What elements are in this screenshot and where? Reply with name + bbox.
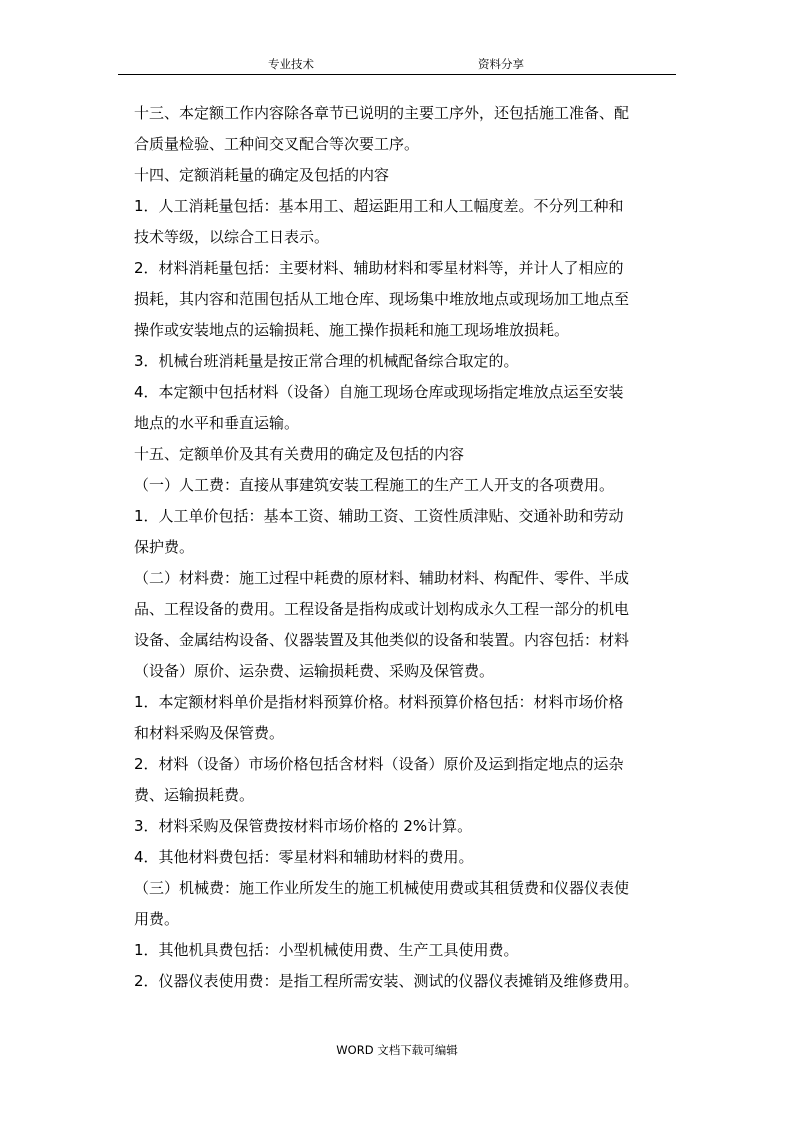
text-line: 4．本定额中包括材料（设备）自施工现场仓库或现场指定堆放点运至安装: [134, 383, 624, 401]
text-line: 1．人工单价包括：基本工资、辅助工资、工资性质津贴、交通补助和劳动: [134, 507, 624, 525]
text-line: 操作或安装地点的运输损耗、施工操作损耗和施工现场堆放损耗。: [134, 321, 570, 339]
text-line: 合质量检验、工种间交叉配合等次要工序。: [134, 135, 420, 153]
text-line: 保护费。: [134, 538, 195, 556]
page-footer: WORD 文档下载可编辑: [336, 1043, 458, 1057]
header-left-text: 专业技术: [268, 57, 314, 71]
text-line: 1．人工消耗量包括：基本用工、超运距用工和人工幅度差。不分列工种和: [134, 197, 624, 215]
text-line: 十三、本定额工作内容除各章节已说明的主要工序外，还包括施工准备、配: [134, 104, 630, 122]
text-line: 3．机械台班消耗量是按正常合理的机械配备综合取定的。: [134, 352, 519, 370]
text-line: 3．材料采购及保管费按材料市场价格的 2%计算。: [134, 817, 473, 835]
text-line: 1．其他机具费包括：小型机械使用费、生产工具使用费。: [134, 941, 519, 959]
text-line: （设备）原价、运杂费、运输损耗费、采购及保管费。: [134, 662, 495, 680]
header-right-text: 资料分享: [478, 57, 524, 71]
text-line: 2．材料（设备）市场价格包括含材料（设备）原价及运到指定地点的运杂: [134, 755, 624, 773]
text-line: （三）机械费：施工作业所发生的施工机械使用费或其租赁费和仪器仪表使: [134, 879, 630, 897]
text-line: 和材料采购及保管费。: [134, 724, 285, 742]
page-header: [118, 58, 676, 75]
text-line: 费、运输损耗费。: [134, 786, 255, 804]
text-line: 设备、金属结构设备、仪器装置及其他类似的设备和装置。内容包括：材料: [134, 631, 630, 649]
text-line: 2．仪器仪表使用费：是指工程所需安装、测试的仪器仪表摊销及维修费用。: [134, 972, 639, 990]
text-line: 2．材料消耗量包括：主要材料、辅助材料和零星材料等，并计人了相应的: [134, 259, 624, 277]
text-line: （二）材料费：施工过程中耗费的原材料、辅助材料、构配件、零件、半成: [134, 569, 630, 587]
document-body: [134, 98, 669, 997]
text-line: 技术等级，以综合工日表示。: [134, 228, 330, 246]
text-line: 用费。: [134, 910, 180, 928]
text-line: 1．本定额材料单价是指材料预算价格。材料预算价格包括：材料市场价格: [134, 693, 624, 711]
text-line: 十四、定额消耗量的确定及包括的内容: [134, 166, 390, 184]
text-line: 品、工程设备的费用。工程设备是指构成或计划构成永久工程一部分的机电: [134, 600, 630, 618]
text-line: 4．其他材料费包括：零星材料和辅助材料的费用。: [134, 848, 474, 866]
text-line: 十五、定额单价及其有关费用的确定及包括的内容: [134, 445, 465, 463]
text-line: 损耗，其内容和范围包括从工地仓库、现场集中堆放地点或现场加工地点至: [134, 290, 630, 308]
text-line: 地点的水平和垂直运输。: [134, 414, 300, 432]
text-line: （一）人工费：直接从事建筑安装工程施工的生产工人开支的各项费用。: [134, 476, 615, 494]
